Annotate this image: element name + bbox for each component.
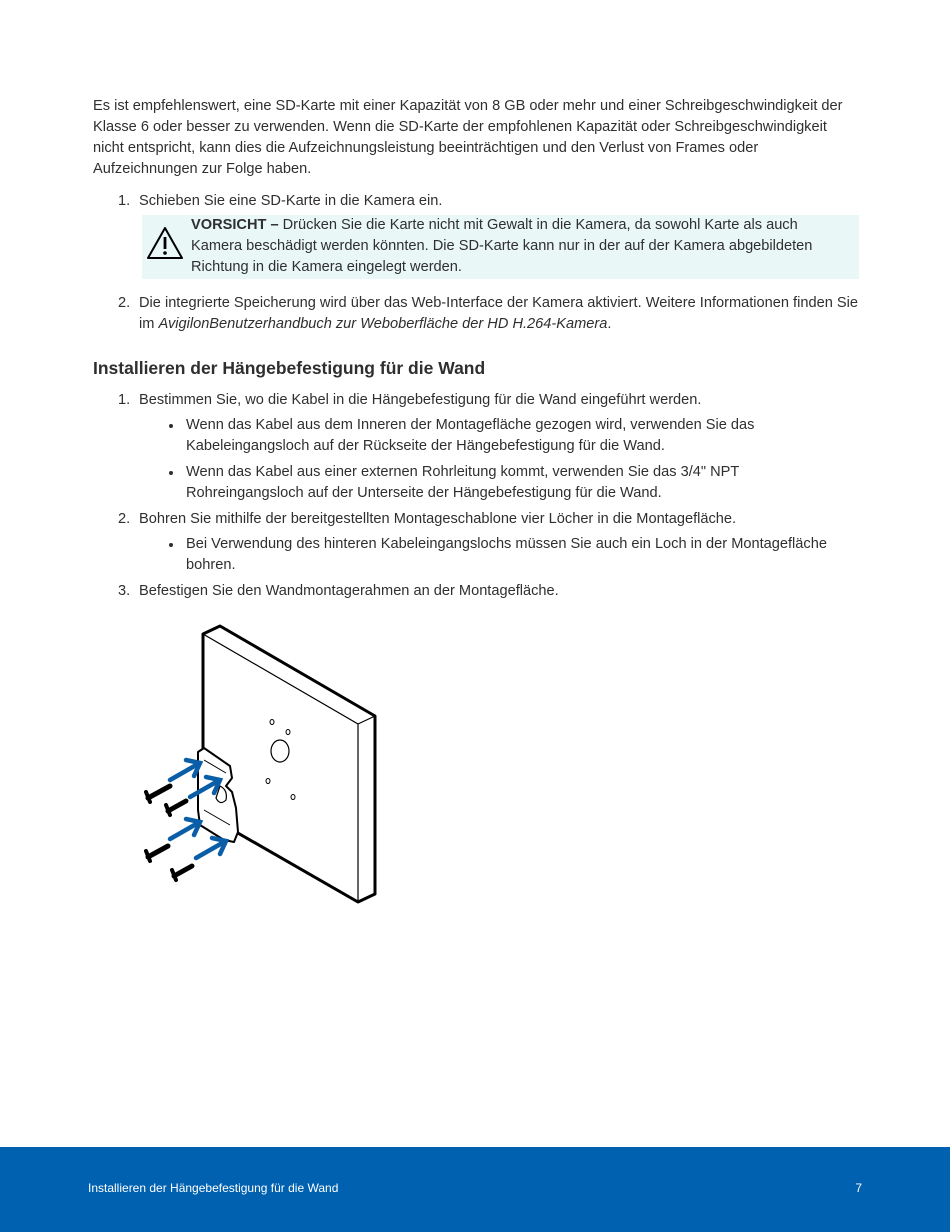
step-text: Schieben Sie eine SD-Karte in die Kamera ein. (139, 193, 443, 209)
step-number: 1. (118, 392, 131, 408)
step-text: Die integrierte Speicherung wird über das Web-Interface der Kamera aktiviert. Weitere Informationen finden Sie im (139, 295, 858, 332)
step-text-end: . (607, 316, 612, 332)
caution-text: Drücken Sie die Karte nicht mit Gewalt in die Kamera, da sowohl Karte als auch Kamera beschädigt werden könnten. Die SD-Karte kann nur in der auf der Kamera abgebildeten Richtung in die Kamera eingelegt werden. (191, 217, 813, 275)
sub-list (139, 534, 858, 576)
step-text: Bohren Sie mithilfe der bereitgestellten Montageschablone vier Löcher in die Montagefläche. (139, 511, 737, 527)
step-number: 1. (118, 193, 131, 209)
list-item (93, 191, 858, 279)
list-item (93, 293, 858, 335)
step-number: 2. (118, 295, 131, 311)
page-footer (0, 1147, 950, 1232)
screw-icon (146, 846, 168, 861)
sub-item-text: Wenn das Kabel aus einer externen Rohrleitung kommt, verwenden Sie das 3/4" NPT Rohreingangsloch auf der Unterseite der Hängebefestigung für die Wand. (186, 464, 740, 501)
mount-steps (93, 390, 858, 602)
bullet (169, 471, 173, 475)
screw-icon (166, 801, 186, 815)
sd-card-steps (93, 191, 858, 335)
list-item (93, 509, 858, 576)
wall-mount-illustration (140, 620, 380, 910)
screw-icon (146, 786, 170, 802)
manual-reference: AvigilonBenutzerhandbuch zur Weboberfläche der HD H.264-Kamera (158, 316, 608, 332)
list-item (93, 581, 858, 602)
sub-item-text: Bei Verwendung des hinteren Kabeleingangslochs müssen Sie auch ein Loch in der Montagefläche bohren. (186, 536, 827, 573)
caution-box (142, 215, 859, 279)
list-item (139, 534, 858, 576)
list-item (93, 390, 858, 504)
screw-icon (172, 866, 192, 880)
page-number: 7 (855, 1181, 862, 1195)
sub-item-text: Wenn das Kabel aus dem Inneren der Montagefläche gezogen wird, verwenden Sie das Kabeleingangsloch auf der Rückseite der Hängebefestigung für die Wand. (186, 417, 755, 454)
intro-paragraph: Es ist empfehlenswert, eine SD-Karte mit einer Kapazität von 8 GB oder mehr und einer Schreibgeschwindigkeit der Klasse 6 oder besser zu verwenden. Wenn die SD-Karte der empfohlenen Kapazität oder Schreibgeschwindigkeit nicht entspricht, kann dies die Aufzeichnungsleistung beeinträchtigen und den Verlust von Frames oder Aufzeichnungen zur Folge haben. (93, 98, 843, 177)
sub-list (139, 415, 858, 504)
step-text: Bestimmen Sie, wo die Kabel in die Hängebefestigung für die Wand eingeführt werden. (139, 392, 702, 408)
caution-label: VORSICHT – (191, 217, 279, 233)
bullet (169, 424, 173, 428)
list-item (139, 462, 858, 504)
page-content (93, 96, 858, 607)
bullet (169, 543, 173, 547)
list-item (139, 415, 858, 457)
section-title: Installieren der Hängebefestigung für die Wand (93, 358, 486, 378)
step-number: 3. (118, 583, 131, 599)
step-number: 2. (118, 511, 131, 527)
footer-title: Installieren der Hängebefestigung für die Wand (88, 1181, 339, 1195)
step-text: Befestigen Sie den Wandmontagerahmen an der Montagefläche. (139, 583, 559, 599)
warning-triangle-icon (146, 226, 184, 260)
